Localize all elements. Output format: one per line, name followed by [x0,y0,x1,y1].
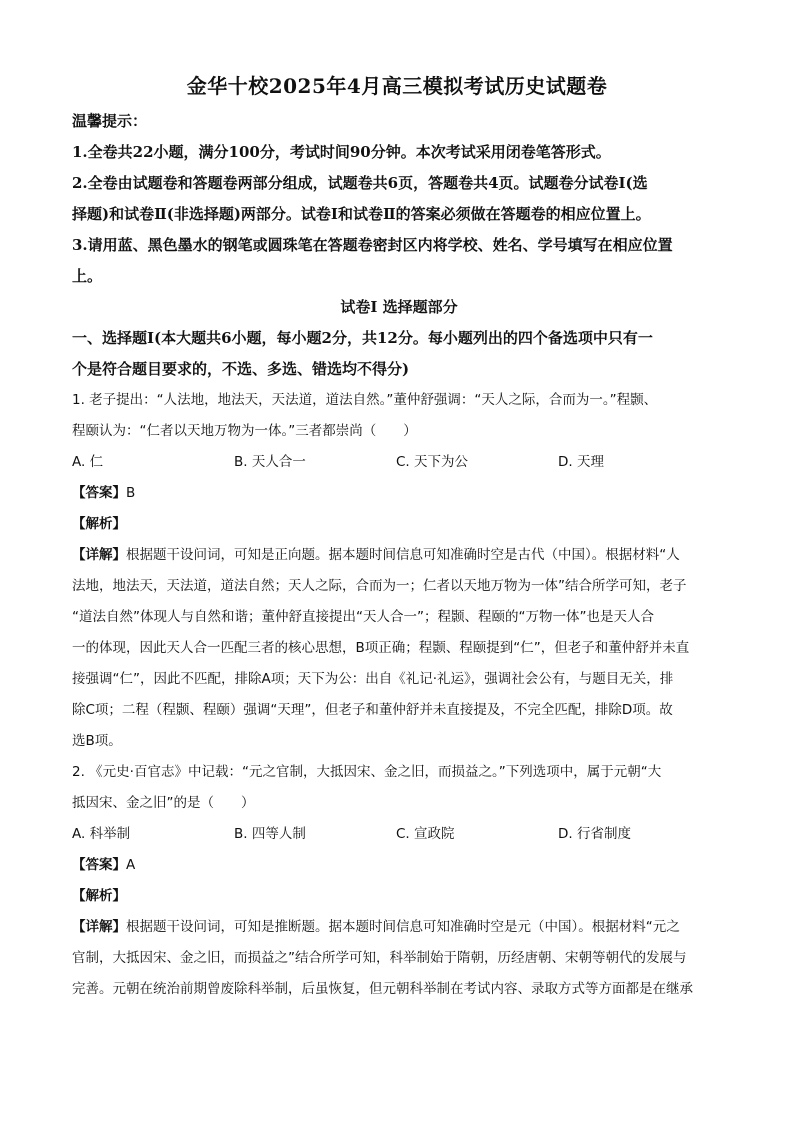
question-2-stem: 抵因宋、金之旧”的是（ ） [72,795,255,811]
detail-line: 选B项。 [72,733,122,749]
option-b: B. 四等人制 [234,826,306,842]
analysis-label: 【解析】 [72,516,126,532]
option-a: A. 科举制 [72,826,131,842]
question-1-options [72,447,726,478]
question-2-options [72,819,726,850]
detail-line: 【详解】根据题干设问词，可知是推断题。据本题时间信息可知准确时空是元（中国）。根据材料“元之 [72,919,680,935]
analysis-label: 【解析】 [72,888,126,904]
option-d: D. 天理 [558,454,604,470]
question-1-stem: 程颐认为：“仁者以天地万物为一体。”三者都崇尚（ ） [72,423,417,439]
page-title: 金华十校2025年4月高三模拟考试历史试题卷 [186,74,608,98]
part-instruction: 个是符合题目要求的，不选、多选、错选均不得分) [72,360,410,378]
question-1-stem: 1. 老子提出：“人法地，地法天，天法道，道法自然。”董仲舒强调：“天人之际，合而为一。”程颢、 [72,392,658,408]
tips-heading: 温馨提示： [72,112,148,130]
section-title: 试卷Ⅰ 选择题部分 [340,298,458,316]
option-c: C. 宣政院 [396,826,455,842]
tips-line: 3.请用蓝、黑色墨水的钢笔或圆珠笔在答题卷密封区内将学校、姓名、学号填写在相应位置 [72,236,673,254]
answer-label: 【答案】B [72,485,136,501]
exam-content [72,106,726,1005]
option-b: B. 天人合一 [234,454,306,470]
detail-line: “道法自然”体现人与自然和谐；董仲舒直接提出“天人合一”；程颢、程颐的“万物一体”也是天人合 [72,609,654,625]
detail-line: 官制，大抵因宋、金之旧，而损益之”结合所学可知，科举制始于隋朝，历经唐朝、宋朝等朝代的发展与 [72,950,687,966]
detail-line: 完善。元朝在统治前期曾废除科举制，后虽恢复，但元朝科举制在考试内容、录取方式等方面都是在继承 [72,981,693,997]
option-a: A. 仁 [72,454,104,470]
detail-line: 法地，地法天，天法道，道法自然；天人之际，合而为一；仁者以天地万物为一体”结合所学可知，老子 [72,578,687,594]
detail-line: 除C项；二程（程颢、程颐）强调“天理”，但老子和董仲舒并未直接提及，不完全匹配，排除D项。故 [72,702,673,718]
tips-line: 1.全卷共22小题，满分100分，考试时间90分钟。本次考试采用闭卷笔答形式。 [72,143,611,161]
option-c: C. 天下为公 [396,454,469,470]
detail-line: 接强调“仁”，因此不匹配，排除A项；天下为公：出自《礼记·礼运》，强调社会公有，与题目无关，排 [72,671,674,687]
detail-line: 【详解】根据题干设问词，可知是正向题。据本题时间信息可知准确时空是古代（中国）。根据材料“人 [72,547,680,563]
detail-line: 一的体现，因此天人合一匹配三者的核心思想，B项正确；程颢、程颐提到“仁”，但老子和董仲舒并未直 [72,640,690,656]
tips-line: 2.全卷由试题卷和答题卷两部分组成，试题卷共6页，答题卷共4页。试题卷分试卷Ⅰ(选 [72,174,648,192]
option-d: D. 行省制度 [558,826,631,842]
tips-line: 择题)和试卷Ⅱ(非选择题)两部分。试卷Ⅰ和试卷Ⅱ的答案必须做在答题卷的相应位置上。 [72,205,651,223]
question-2-stem: 2. 《元史·百官志》中记载：“元之官制，大抵因宋、金之旧，而损益之。”下列选项中，属于元朝“大 [72,764,662,780]
part-instruction: 一、选择题Ⅰ(本大题共6小题，每小题2分，共12分。每小题列出的四个备选项中只有一 [72,329,653,347]
answer-label: 【答案】A [72,857,136,873]
tips-line: 上。 [72,267,103,285]
